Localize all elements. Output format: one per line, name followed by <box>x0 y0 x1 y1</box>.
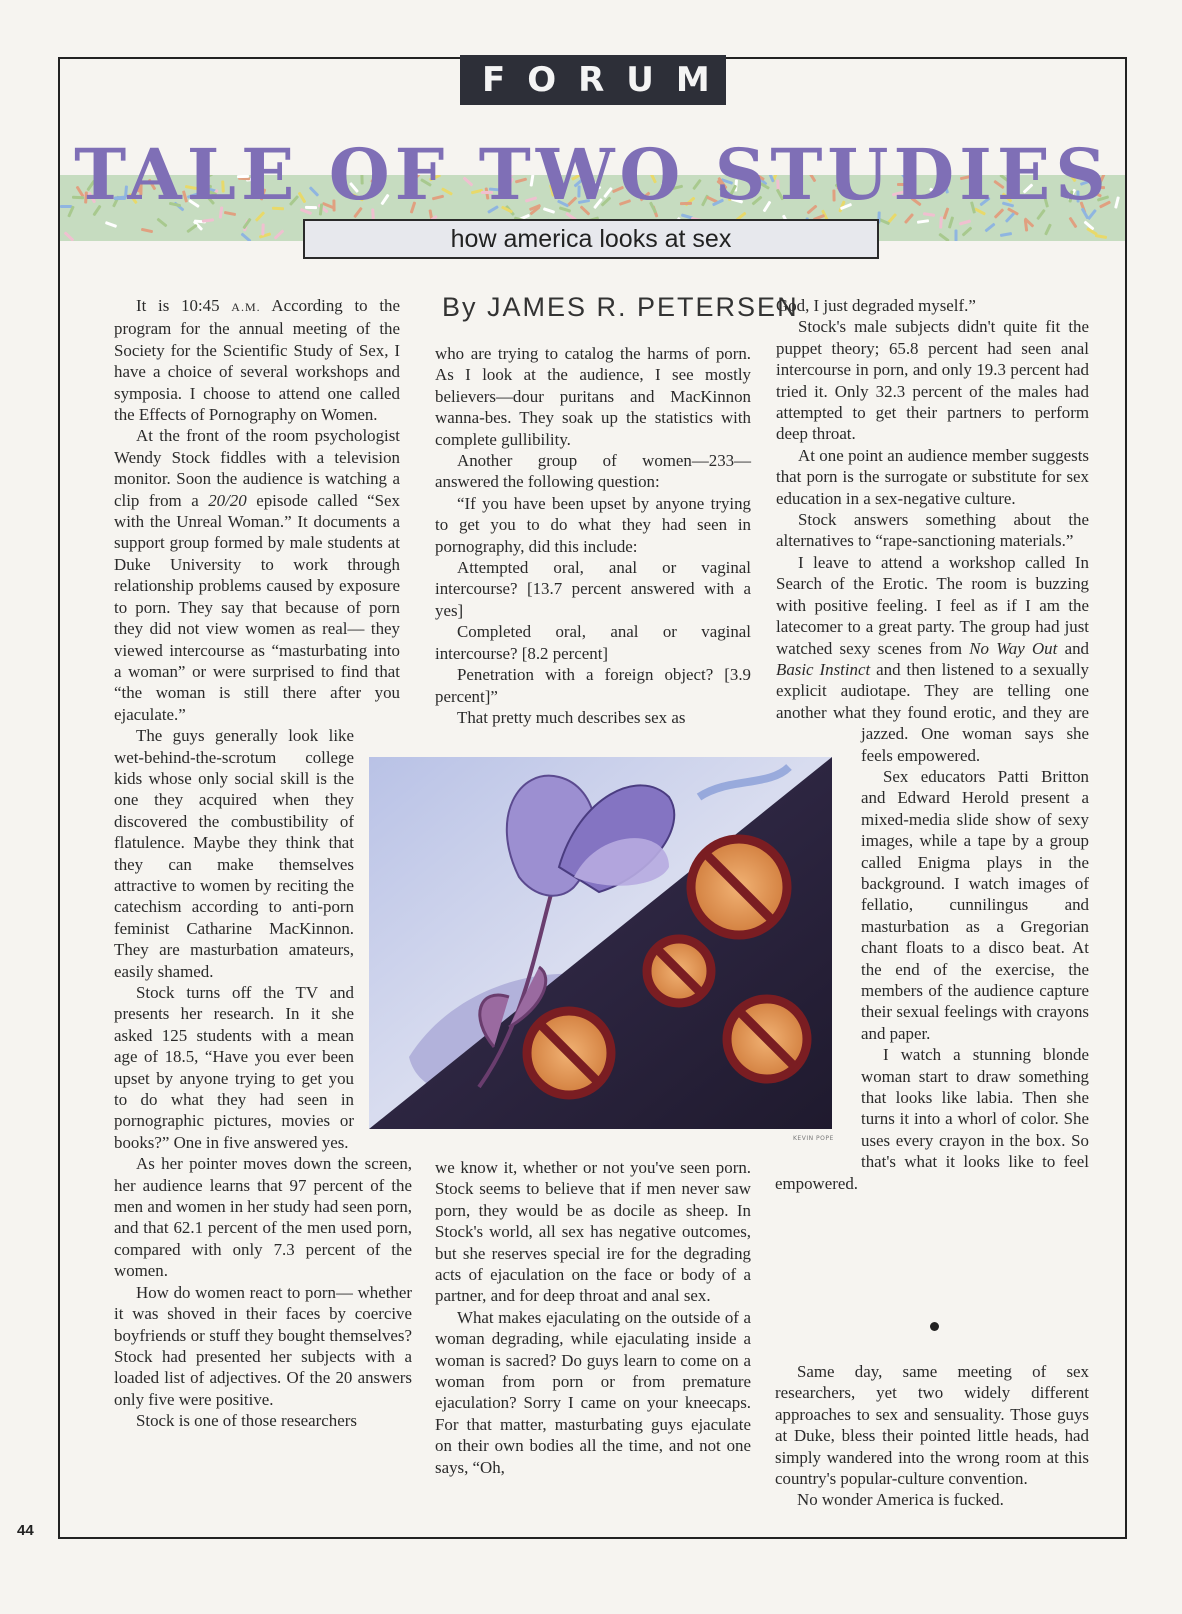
paragraph: Sex educators Patti Britton and Edward Herold present a mixed-media slide show of sexy images, while a tape by a group called Enigma plays in the background. I watch images of fellatio, cunnilingus and masturbation as a Gregorian chant floats to a disco beat. At the end of the exercise, the members of the audience capture their sexual feelings with crayons and paper. <box>861 766 1089 1043</box>
paragraph: who are trying to catalog the harms of porn. As I look at the audience, I see mostly believers—dour puritans and MacKinnon wanna-bes. They soak up the statistics with complete gullibility. <box>435 344 751 449</box>
paragraph: Completed oral, anal or vaginal intercourse? [8.2 percent] <box>435 622 751 663</box>
confetti-dash <box>186 224 197 233</box>
confetti-dash <box>917 219 929 224</box>
confetti-dash <box>156 218 167 228</box>
confetti-dash <box>959 219 971 225</box>
confetti-dash <box>948 216 954 228</box>
confetti-dash <box>64 231 75 241</box>
column-1 <box>114 295 412 1432</box>
confetti-dash <box>962 226 973 236</box>
confetti-dash <box>141 228 153 233</box>
paragraph: How do women react to porn— whether it was shoved in their faces by coercive boyfriends or stuff they bought themselves? Stock had presented her subjects with a loaded list of adjectives. Of the 20 answers only five were positive. <box>114 1282 412 1409</box>
confetti-dash <box>240 232 251 241</box>
paragraph: It is 10:45 A.M. According to the program for the annual meeting of the Society for the Scientific Study of Sex, I have a choice of several workshops and symposia. I choose to attend one called the Effects of Pornography on Women. <box>114 296 400 425</box>
paragraph: I leave to attend a workshop called In Search of the Erotic. The room is buzzing with positive feeling. I feel as if I am the latecomer to a great party. The group had just watched sexy scenes from No Way Out and Basic Instinct and then listened to a sexually explicit audiotape. They are telling one another what they found erotic, and they are jazzed. One woman says she feels empowered. <box>776 552 1089 765</box>
paragraph: Stock turns off the TV and presents her research. In it she asked 125 students with a mean age of 18.5, “Have you ever been upset by anyone trying to get you to do what they had seen in pornographic pictures, movies or books?” One in five answered yes. <box>114 983 354 1152</box>
confetti-dash <box>1044 223 1052 235</box>
column-2-top <box>435 343 751 728</box>
paragraph: Attempted oral, anal or vaginal intercourse? [13.7 percent answered with a yes] <box>435 558 751 620</box>
article-title: TALE OF TWO STUDIES <box>74 133 1111 216</box>
paragraph: As her pointer moves down the screen, her audience learns that 97 percent of the men and women in her study had seen porn, and that 62.1 percent of the men used porn, compared with only 7.3 percent of the women. <box>114 1154 412 1281</box>
paragraph: The guys generally look like wet-behind-the-scrotum college kids whose only social skill is the one they acquired when they discovered the combustibility of flatulence. Maybe they think that they can make themselves attractive to women by reciting the catechism according to anti-porn feminist Catharine MacKinnon. They are masturbation amateurs, easily shamed. <box>114 726 354 981</box>
confetti-dash <box>105 221 117 228</box>
paragraph: Stock is one of those researchers <box>136 1411 357 1431</box>
article-subtitle: how america looks at sex <box>303 219 879 259</box>
paragraph: At one point an audience member suggests that porn is the surrogate or substitute for sex education in a sex-negative culture. <box>776 445 1089 508</box>
paragraph: Another group of women—233— answered the following question: <box>435 451 751 492</box>
paragraph: What makes ejaculating on the outside of a woman degrading, while ejaculating inside a woman is sacred? Do guys learn to come on a woman from porn or from premature ejaculation? Sorry I came on your kneecaps. For that matter, masturbating guys ejaculate on their own bodies all the time, and not one says, “Oh, <box>435 1307 751 1477</box>
illustration-credit: KEVIN POPE <box>793 1135 834 1142</box>
paragraph: Stock answers something about the alternatives to “rape-sanctioning materials.” <box>776 510 1089 551</box>
section-divider-bullet <box>930 1322 939 1331</box>
paragraph: That pretty much describes sex as <box>457 707 686 727</box>
confetti-dash <box>274 229 285 239</box>
section-label: FORUM <box>460 55 726 105</box>
confetti-dash <box>242 218 251 230</box>
paragraph: No wonder America is fucked. <box>797 1490 1004 1510</box>
illustration <box>369 757 832 1129</box>
paragraph: “If you have been upset by anyone trying to get you to do what they had seen in pornography, did this include: <box>435 493 751 556</box>
paragraph: Stock's male subjects didn't quite fit the puppet theory; 65.8 percent had seen anal intercourse in porn, and only 19.3 percent had tried it. Only 32.3 percent of the males had attempted to get their partners to perform deep throat. <box>776 317 1089 444</box>
confetti-dash <box>261 223 264 235</box>
paragraph: I watch a stunning blonde woman start to draw something that looks like labia. Then she turns it into a whorl of color. She uses every crayon in the box. So that's what it looks like to feel empowered. <box>775 1045 1089 1193</box>
confetti-dash <box>1095 234 1107 239</box>
paragraph: At the front of the room psychologist Wendy Stock fiddles with a television monitor. Soon the audience is watching a clip from a 20/20 episode called “Sex with the Unreal Woman.” It documents a support group formed by male students at Duke University to work through relationship problems caused by exposure to porn. They say that because of porn they did not view women as real— they viewed intercourse as “masturbating into a woman” or were surprised to find that “the woman is still there after you ejaculate.” <box>114 426 401 724</box>
confetti-dash <box>984 223 995 233</box>
confetti-dash <box>202 218 214 222</box>
confetti-dash <box>1068 217 1077 229</box>
confetti-dash <box>938 233 949 241</box>
confetti-dash <box>955 230 958 242</box>
paragraph: Penetration with a foreign object? [3.9 percent]” <box>435 665 751 706</box>
paragraph: God, I just degraded myself.” <box>776 296 976 315</box>
paragraph: Same day, same meeting of sex researchers, yet two widely different approaches to sex and sensuality. Those guys at Duke, bless their pointed little heads, had simply wandered into the wrong room at this country's popular-culture convention. <box>775 1362 1089 1489</box>
byline: By JAMES R. PETERSEN <box>442 292 799 322</box>
paragraph: we know it, whether or not you've seen porn. Stock seems to believe that if men never saw porn, they would be as docile as sheep. In Stock's world, all sex has negative outcomes, but she reserves special ire for the degrading acts of ejaculation on the face or body of a partner, and for deep throat and anal sex. <box>435 1158 751 1306</box>
column-2-bottom <box>435 1157 751 1478</box>
column-3-bottom <box>775 1361 1089 1511</box>
confetti-dash <box>1000 232 1012 237</box>
page-number: 44 <box>17 1522 34 1539</box>
